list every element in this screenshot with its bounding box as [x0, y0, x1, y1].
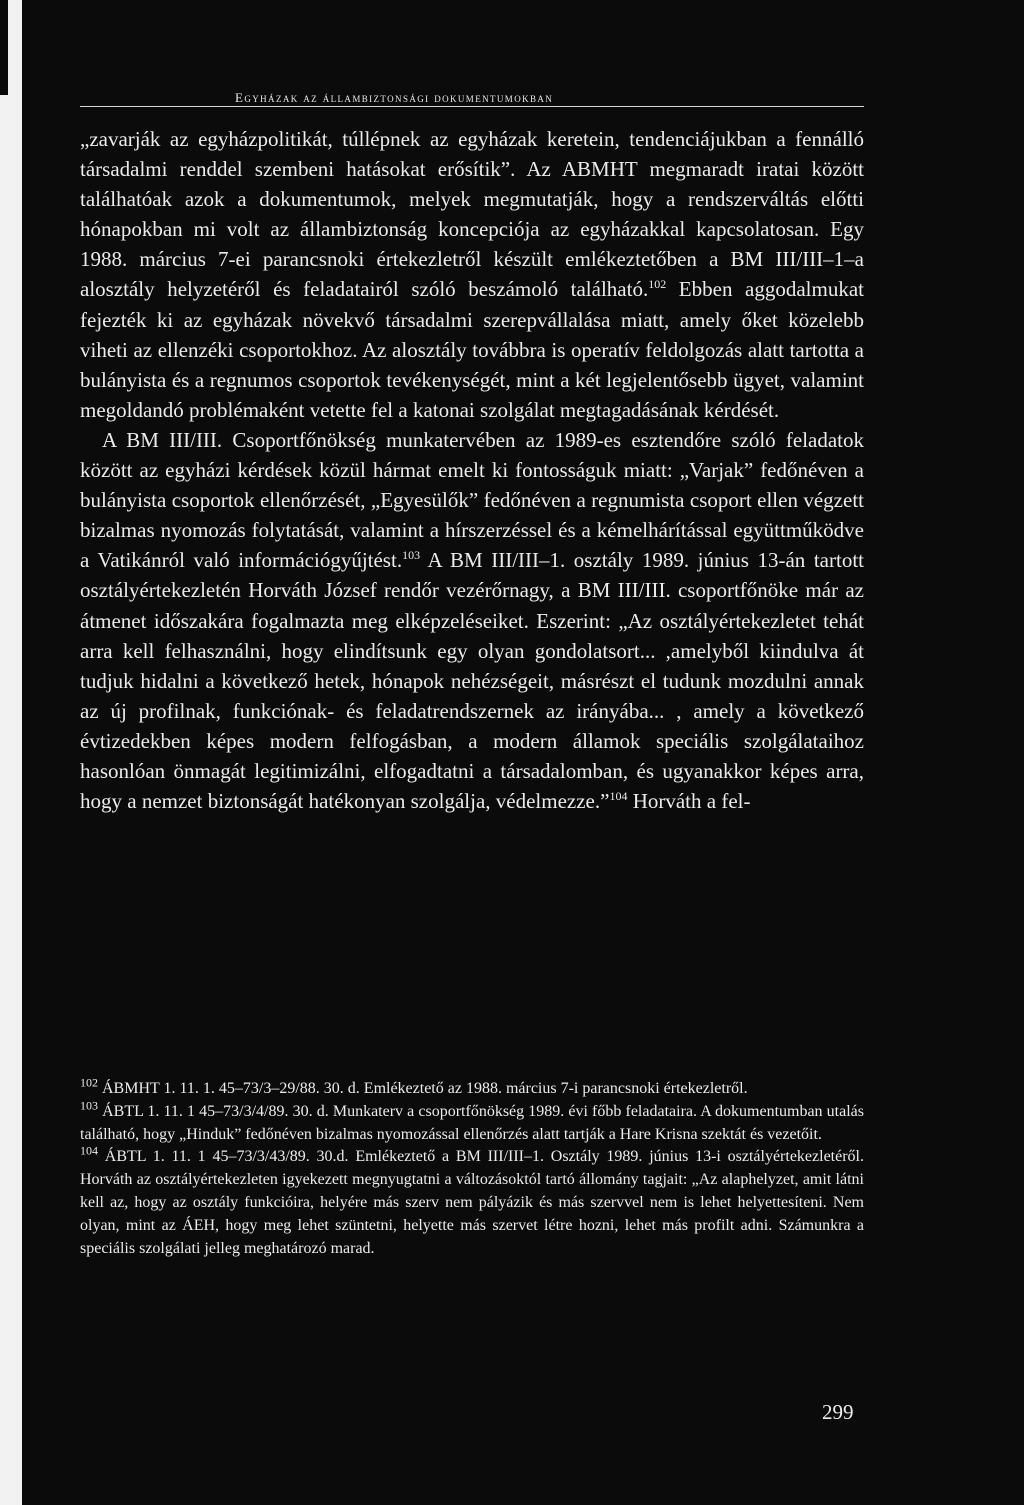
footnote-text: ÁBTL 1. 11. 1 45–73/3/4/89. 30. d. Munkaterv a csoportfőnökség 1989. évi főbb feladataira. A dokumentumban utalás található, hogy „Hinduk” fedőnéven bizalmas nyomozással ellenőrzés alatt tartják a Hare Krisna szektát és vezetőit. [80, 1102, 864, 1143]
footnote-102 [80, 1075, 864, 1101]
footnote-number: 102 [80, 1075, 98, 1090]
scan-left-edge [0, 0, 22, 1505]
footnote-number: 103 [80, 1098, 98, 1113]
paragraph-2-text-b: A BM III/III–1. osztály 1989. június 13-án tartott osztályértekezletén Horváth József rendőr vezérőrnagy, a BM III/III. csoportfőnöke már az átmenet időszakára fogalmazta meg elképzeléseiket. Eszerint: „Az osztályértekezletet tehát arra kell felhasználni, hogy elindítsunk egy olyan gondolatsort... ,amelyből kiindulva át tudjuk hidalni a következő hetek, hónapok nehézségeit, másrészt el tudunk mozdulni annak az új profilnak, funkciónak- és feladatrendszernek az irányába... , amely a következő évtizedekben képes modern felfogásban, a modern államok speciális szolgálataihoz hasonlóan önmagát legitimizálni, elfogadtatni a társadalomban, és ugyanakkor képes arra, hogy a nemzet biztonságát hatékonyan szolgálja, védelmezze.” [80, 548, 864, 814]
paragraph-1-text-b: Ebben aggodalmukat fejezték ki az egyházak növekvő társadalmi szerepvállalása miatt, amely őket közelebb viheti az ellenzéki csoportokhoz. Az alosztály továbbra is operatív feldolgozás alatt tartotta a bulányista és a regnumos csoportok tevékenységét, mint a két legjelentősebb ügyet, valamint megoldandó problémaként vetette fel a katonai szolgálat megtagadásának kérdését. [80, 277, 865, 422]
footnote-103 [80, 1098, 864, 1147]
running-header [235, 90, 865, 106]
running-header-title: Egyházak az állambiztonsági dokumentumokban [235, 90, 554, 105]
footnote-number: 104 [80, 1144, 98, 1159]
paragraph-2-text-c: Horváth a fel- [627, 789, 751, 814]
footnote-104 [80, 1146, 864, 1260]
paragraph-2 [80, 425, 864, 816]
footnote-ref-104: 104 [609, 789, 628, 804]
footnote-ref-102: 102 [648, 277, 667, 292]
header-rule [80, 106, 864, 107]
main-text [80, 124, 864, 816]
footnote-text: ÁBMHT 1. 11. 1. 45–73/3–29/88. 30. d. Emlékeztető az 1988. március 7-i parancsnoki értekezletről. [98, 1080, 748, 1097]
scan-edge-notch [0, 0, 8, 95]
page-number: 299 [822, 1400, 854, 1424]
footnote-ref-103: 103 [402, 548, 421, 563]
footnote-text: ÁBTL 1. 11. 1 45–73/3/43/89. 30.d. Emlékeztető a BM III/III–1. Osztály 1989. június 13-i osztályértekezletéről. Horváth az osztályértekezleten igyekezett megnyugtatni a változásoktól tartó állomány tagjait: „Az alaphelyzet, amit látni kell az, hogy az osztály funkcióira, helyére más szerv nem pályázik és más szervvel nem is lehet helyettesíteni. Nem olyan, mint az ÁEH, hogy meg lehet szüntetni, helyette más szervet létre hozni, lehet más profilt adni. Számunkra a speciális szolgálati jelleg meghatározó marad. [80, 1148, 864, 1257]
footnotes [80, 1075, 864, 1260]
paragraph-2-text-a: A BM III/III. Csoportfőnökség munkatervében az 1989-es esztendőre szóló feladatok között az egyházi kérdések közül hármat emelt ki fontosságuk miatt: „Varjak” fedőnéven a bulányista csoportok ellenőrzését, „Egyesülők” fedőnéven a regnumista csoport ellen végzett bizalmas nyomozás folytatását, valamint a hírszerzéssel és a kémelhárítással együttműködve a Vatikánról való információgyűjtést. [80, 427, 864, 573]
paragraph-1-text-a: „zavarják az egyházpolitikát, túllépnek az egyházak keretein, tendenciájukban a fennálló társadalmi renddel szembeni hatásokat erősítik”. Az ABMHT megmaradt iratai között találhatóak azok a dokumentumok, melyek megmutatják, hogy a rendszerváltás előtti hónapokban mi volt az állambiztonság koncepciója az egyházakkal kapcsolatosan. Egy 1988. március 7-ei parancsnoki értekezletről készült emlékeztetőben a BM III/III–1–a alosztály helyzetéről és feladatairól szóló beszámoló található. [80, 127, 864, 302]
paragraph-1 [80, 124, 864, 425]
